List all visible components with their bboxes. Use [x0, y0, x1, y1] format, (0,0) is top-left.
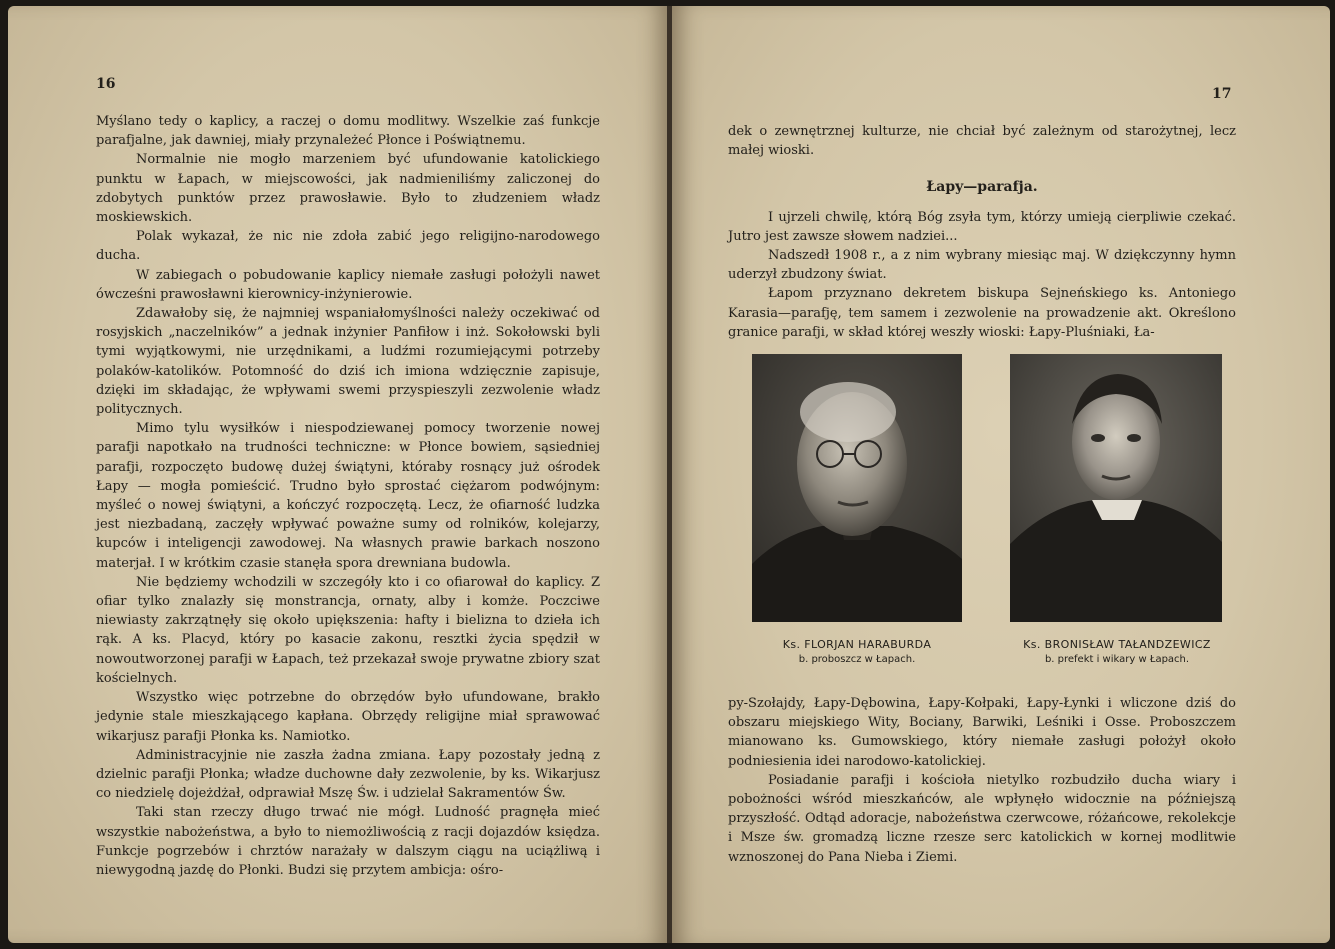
caption-role: b. prefekt i wikary w Łapach. — [1044, 654, 1190, 665]
priest-portrait-icon — [1010, 354, 1222, 622]
continuation-paragraph: dek o zewnętrznej kulturze, nie chciał być zależnym od starożytnej, lecz małej wioski. — [728, 124, 1236, 159]
photo-caption-talandzewicz — [1002, 638, 1232, 665]
page-number-left: 16 — [96, 76, 116, 92]
photo-caption-haraburda — [742, 638, 972, 665]
page-number-right: 17 — [1212, 86, 1232, 102]
caption-name: Ks. FLORJAN HARABURDA — [782, 638, 932, 651]
caption-name: Ks. BRONISŁAW TAŁANDZEWICZ — [1023, 638, 1211, 651]
right-page-text-bottom — [728, 694, 1236, 867]
continuation-paragraph: py-Szołajdy, Łapy-Dębowina, Łapy-Kołpaki, Łapy-Łynki i wliczone dziś do obszaru miejskiego Wity, Bociany, Barwiki, Leśniki i Osse. Proboszczem mianowano ks. Gumowskiego, który niemałe zasługi położył około podniesienia idei narodowo-katolickiej. — [728, 696, 1236, 769]
paragraph: Taki stan rzeczy długo trwać nie mógł. Ludność pragnęła mieć wszystkie nabożeństwa, a było to niemożliwością z racji dojazdów księdza. Funkcje pogrzebów i chrztów narażały w dalszym ciągu na uciążliwą i niewygodną jazdę do Płonki. Budzi się przytem ambicja: ośro- — [96, 805, 600, 878]
right-page-text-top — [728, 122, 1236, 342]
right-page — [672, 6, 1330, 943]
section-heading: Łapy—parafja. — [926, 179, 1038, 196]
paragraph: Administracyjnie nie zaszła żadna zmiana. Łapy pozostały jedną z dzielnic parafji Płonka; władze duchowne dały zezwolenie, by ks. Wikarjusz co niedzielę dojeżdżał, odprawiał Mszę Św. i udzielał Sakramentów Św. — [96, 747, 600, 802]
priest-portrait-icon — [752, 354, 962, 622]
caption-role: b. proboszcz w Łapach. — [798, 654, 916, 665]
portrait-photo-talandzewicz — [1010, 354, 1222, 622]
paragraph: Myślano tedy o kaplicy, a raczej o domu modlitwy. Wszelkie zaś funkcje parafjalne, jak dawniej, miały przynależeć Płonce i Poświątnemu. — [96, 114, 600, 149]
paragraph: Łapom przyznano dekretem biskupa Sejneńskiego ks. Antoniego Karasia—parafję, tem samem i zezwolenie na prowadzenie akt. Określono granice parafji, w skład której weszły wioski: Łapy-Pluśniaki, Ła- — [728, 286, 1236, 340]
left-page-text — [96, 112, 600, 880]
portrait-photo-haraburda — [752, 354, 962, 622]
left-page — [8, 6, 668, 943]
paragraph: I ujrzeli chwilę, którą Bóg zsyła tym, którzy umieją cierpliwie czekać. Jutro jest zawsze słowem nadziei... — [728, 209, 1236, 244]
paragraph: Mimo tylu wysiłków i niespodziewanej pomocy tworzenie nowej parafji napotkało na trudności techniczne: w Płonce bowiem, sąsiedniej parafji, rozpoczęto budowę dużej świątyni, któraby rosnący już ośrodek Łapy — mogła pomieścić. Trudno było sprostać ciężarom podwójnym: myśleć o nowej świątyni, a kończyć rozpoczętą. Lecz, że ofiarność ludzka jest niezbadaną, zaczęły wpływać poważne sumy od rolników, kolejarzy, kupców i inteligencji zawodowej. Na własnych prawie barkach noszono materjał. I w krótkim czasie stanęła spora drewniana budowla. — [96, 421, 600, 571]
paragraph: Normalnie nie mogło marzeniem być ufundowanie katolickiego punktu w Łapach, w miejscowości, jak nadmieniliśmy zaliczonej do zdobytych punktów przez prawosławie. Było to złudzeniem władz moskiewskich. — [96, 152, 600, 226]
paragraph: Polak wykazał, że nic nie zdoła zabić jego religijno-narodowego ducha. — [96, 229, 600, 264]
paragraph: W zabiegach o pobudowanie kaplicy niemałe zasługi położyli nawet ówcześni prawosławni kierownicy-inżynierowie. — [96, 267, 600, 302]
paragraph: Posiadanie parafji i kościoła nietylko rozbudziło ducha wiary i pobożności wśród mieszkańców, ale wpłynęło widocznie na późniejszą przyszłość. Odtąd adoracje, nabożeństwa czerwcowe, różańcowe, rekolekcje i Msze św. gromadzą liczne rzesze serc katolickich w kornej modlitwie wznoszonej do Pana Nieba i Ziemi. — [728, 772, 1236, 865]
paragraph: Wszystko więc potrzebne do obrzędów było ufundowane, brakło jedynie stale mieszkającego kapłana. Obrzędy religijne miał sprawować wikarjusz parafji Płonka ks. Namiotko. — [96, 690, 600, 744]
paragraph: Zdawałoby się, że najmniej wspaniałomyślności należy oczekiwać od rosyjskich „naczelników” a jednak inżynier Panfiłow i inż. Sokołowski byli tymi wyjątkowymi, nie urzędnikami, a ludźmi rozumiejącymi potrzeby polaków-katolików. Potomność do dziś ich imiona wdzięcznie zapisuje, dzięki im składając, że wpływami swemi przyspieszyli zezwolenie władz politycznych. — [96, 306, 600, 418]
paragraph: Nie będziemy wchodzili w szczegóły kto i co ofiarował do kaplicy. Z ofiar tylko znalazły się monstrancja, ornaty, alby i komże. Poczciwe niewiasty zakrzątnęły się około upiększenia: hafty i bielizna to dzieła ich rąk. A ks. Placyd, który po kasacie zakonu, resztki życia spędził w nowoutworzonej parafji w Łapach, też przekazał swoje prywatne zbiory szat kościelnych. — [96, 574, 600, 686]
paragraph: Nadszedł 1908 r., a z nim wybrany miesiąc maj. W dziękczynny hymn uderzył zbudzony świat. — [728, 248, 1236, 283]
book-spread — [8, 6, 1330, 943]
